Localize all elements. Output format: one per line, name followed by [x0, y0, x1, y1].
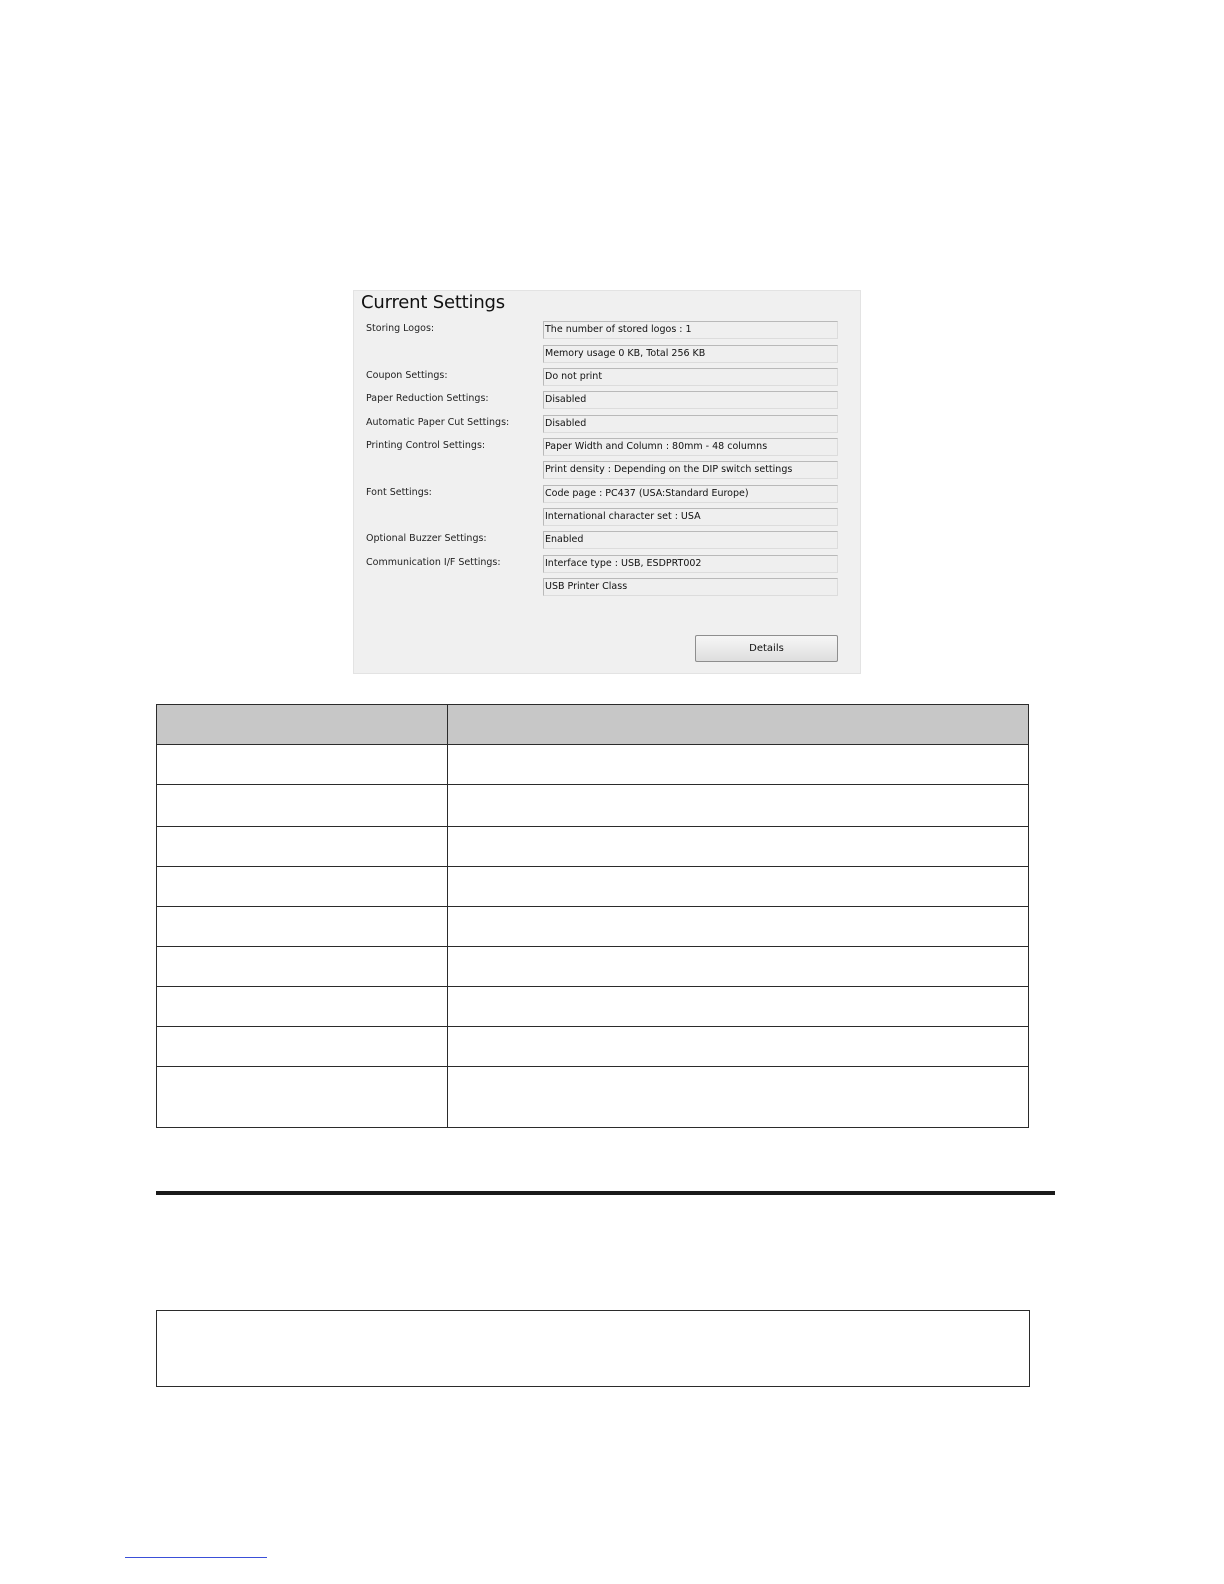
- settings-row: [354, 321, 860, 339]
- table-row: [157, 1027, 1029, 1067]
- settings-row: [354, 368, 860, 386]
- setting-value-field: USB Printer Class: [543, 578, 838, 596]
- table-cell: [448, 987, 1029, 1027]
- table-cell: [157, 785, 448, 827]
- settings-row: [354, 461, 860, 479]
- setting-value-field: Do not print: [543, 368, 838, 386]
- table-header-row: [157, 705, 1029, 745]
- setting-value-field: Code page : PC437 (USA:Standard Europe): [543, 485, 838, 503]
- table-cell: [448, 827, 1029, 867]
- table-cell: [157, 867, 448, 907]
- table-cell: [448, 1027, 1029, 1067]
- table-cell: [157, 827, 448, 867]
- table-row: [157, 827, 1029, 867]
- table-cell: [157, 1067, 448, 1128]
- table-row: [157, 947, 1029, 987]
- table-row: [157, 745, 1029, 785]
- table-cell: [448, 867, 1029, 907]
- setting-value-field: The number of stored logos : 1: [543, 321, 838, 339]
- table-row: [157, 867, 1029, 907]
- table-cell: [157, 745, 448, 785]
- note-box: [156, 1310, 1030, 1387]
- setting-label: Coupon Settings:: [366, 370, 448, 381]
- settings-row: [354, 391, 860, 409]
- setting-value-field: Paper Width and Column : 80mm - 48 columns: [543, 438, 838, 456]
- table-header-cell: [448, 705, 1029, 745]
- table-cell: [157, 907, 448, 947]
- setting-label: Font Settings:: [366, 487, 432, 498]
- setting-value-field: Disabled: [543, 391, 838, 409]
- table-cell: [448, 1067, 1029, 1128]
- table-cell: [448, 745, 1029, 785]
- settings-row: [354, 485, 860, 503]
- setting-value-field: Interface type : USB, ESDPRT002: [543, 555, 838, 573]
- table-cell: [157, 987, 448, 1027]
- settings-row: [354, 531, 860, 549]
- setting-label: Storing Logos:: [366, 323, 435, 334]
- setting-value-field: Print density : Depending on the DIP switch settings: [543, 461, 838, 479]
- setting-label: Printing Control Settings:: [366, 440, 486, 451]
- table-row: [157, 987, 1029, 1027]
- table-row: [157, 907, 1029, 947]
- table-row: [157, 1067, 1029, 1128]
- setting-label: Optional Buzzer Settings:: [366, 533, 487, 544]
- footer-link[interactable]: [125, 1557, 267, 1558]
- setting-label: Paper Reduction Settings:: [366, 393, 489, 404]
- table-cell: [157, 1027, 448, 1067]
- settings-table: [156, 704, 1029, 1128]
- details-button[interactable]: Details: [695, 635, 838, 662]
- table-cell: [448, 947, 1029, 987]
- table-cell: [157, 947, 448, 987]
- setting-value-field: International character set : USA: [543, 508, 838, 526]
- settings-row: [354, 508, 860, 526]
- setting-label: Automatic Paper Cut Settings:: [366, 417, 510, 428]
- table-header-cell: [157, 705, 448, 745]
- settings-row: [354, 578, 860, 596]
- setting-value-field: Enabled: [543, 531, 838, 549]
- table-row: [157, 785, 1029, 827]
- settings-row: [354, 438, 860, 456]
- setting-label: Communication I/F Settings:: [366, 557, 501, 568]
- section-divider: [156, 1191, 1055, 1195]
- panel-title: Current Settings: [361, 292, 505, 313]
- settings-row: [354, 415, 860, 433]
- table-cell: [448, 907, 1029, 947]
- setting-value-field: Disabled: [543, 415, 838, 433]
- setting-value-field: Memory usage 0 KB, Total 256 KB: [543, 345, 838, 363]
- settings-row: [354, 555, 860, 573]
- current-settings-panel: [353, 290, 861, 674]
- settings-row: [354, 345, 860, 363]
- table-cell: [448, 785, 1029, 827]
